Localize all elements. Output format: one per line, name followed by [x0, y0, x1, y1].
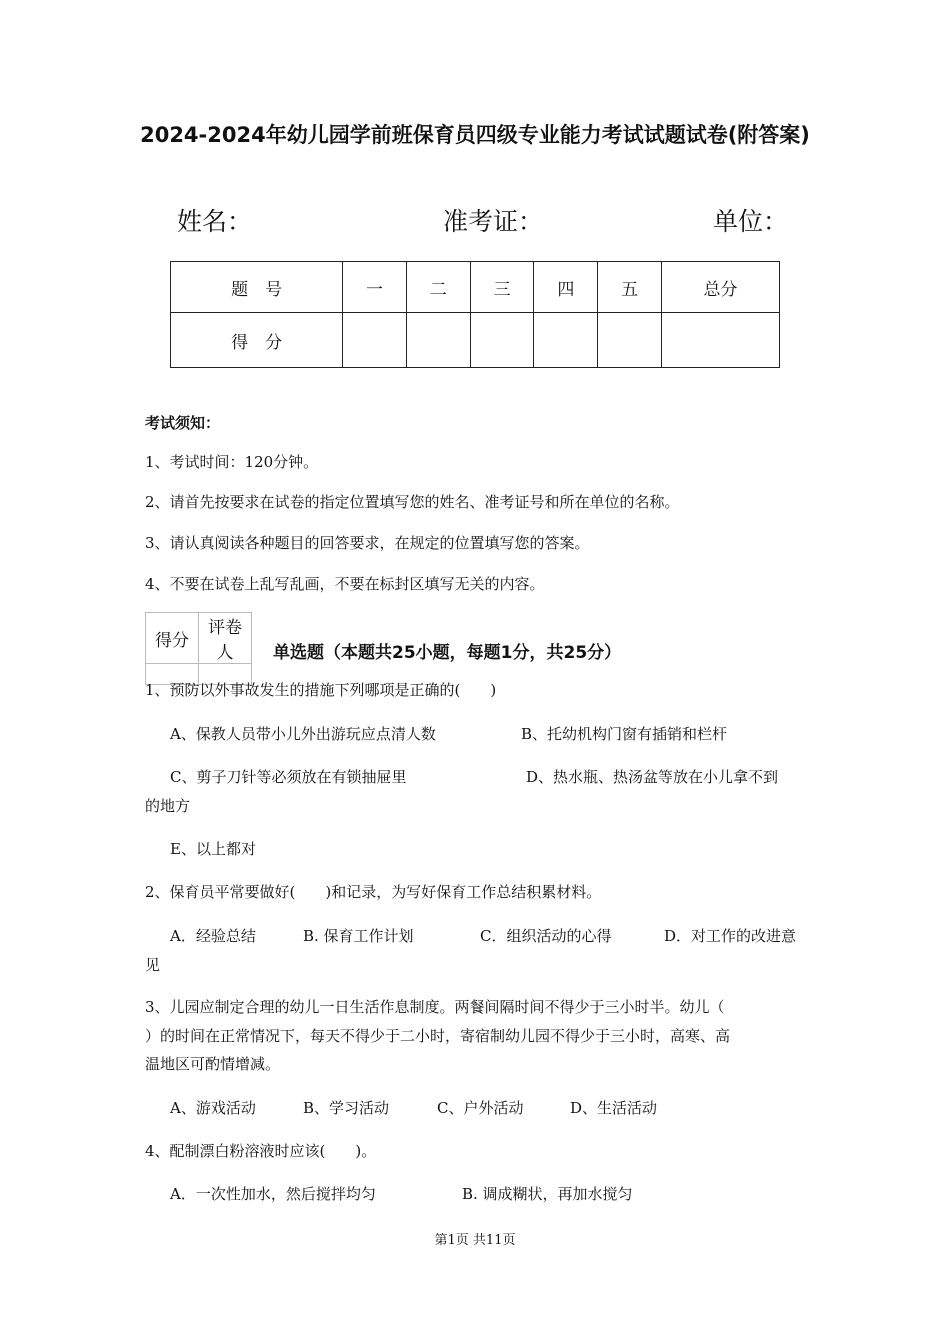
score-header-label: 题 号: [171, 262, 343, 313]
score-cell[interactable]: [662, 313, 780, 368]
option-b[interactable]: B、学习活动: [303, 1099, 390, 1117]
score-header-3: 三: [470, 262, 534, 313]
option-c[interactable]: C、户外活动: [437, 1099, 524, 1117]
grader-box: [145, 612, 252, 685]
option-b[interactable]: B、托幼机构门窗有插销和栏杆: [521, 725, 728, 743]
unit-label: 单位：: [713, 207, 789, 236]
score-cell[interactable]: [406, 313, 470, 368]
notice-item: 4、不要在试卷上乱写乱画，不要在标封区填写无关的内容。: [145, 575, 545, 593]
section-heading: 单选题（本题共25小题，每题1分，共25分）: [273, 643, 622, 663]
option-a[interactable]: A．经验总结: [170, 927, 256, 945]
question-stem: 1、预防以外事故发生的措施下列哪项是正确的( ): [145, 681, 497, 699]
option-d[interactable]: D、生活活动: [570, 1099, 658, 1117]
option-c[interactable]: C．组织活动的心得: [480, 927, 612, 945]
grader-reviewer-label: 评卷人: [199, 613, 252, 664]
notice-item: 3、请认真阅读各种题目的回答要求，在规定的位置填写您的答案。: [145, 534, 590, 552]
question-stem: 2、保育员平常要做好( )和记录，为写好保育工作总结积累材料。: [145, 883, 602, 901]
option-a[interactable]: A、游戏活动: [170, 1099, 256, 1117]
score-header-4: 四: [534, 262, 598, 313]
question-stem: 4、配制漂白粉溶液时应该( )。: [145, 1142, 377, 1160]
grader-score-label: 得分: [146, 613, 199, 664]
score-cell[interactable]: [470, 313, 534, 368]
notice-item: 2、请首先按要求在试卷的指定位置填写您的姓名、准考证号和所在单位的名称。: [145, 493, 680, 511]
score-row-label: 得 分: [171, 313, 343, 368]
score-header-5: 五: [598, 262, 662, 313]
notice-item: 1、考试时间：120分钟。: [145, 453, 319, 471]
score-cell[interactable]: [598, 313, 662, 368]
option-b[interactable]: B. 保育工作计划: [303, 927, 414, 945]
notice-heading: 考试须知：: [145, 414, 221, 432]
option-e[interactable]: E、以上都对: [170, 840, 256, 858]
option-a[interactable]: A．一次性加水，然后搅拌均匀: [170, 1185, 376, 1203]
question-stem: 3、儿园应制定合理的幼儿一日生活作息制度。两餐间隔时间不得少于三小时半。幼儿（: [145, 998, 725, 1016]
option-d-continued: 的地方: [145, 797, 191, 815]
question-stem: 温地区可酌情增减。: [145, 1055, 281, 1073]
score-header-total: 总分: [662, 262, 780, 313]
option-d[interactable]: D、热水瓶、热汤盆等放在小儿拿不到: [526, 768, 779, 786]
page-footer: 第1页 共11页: [434, 1233, 516, 1248]
score-cell[interactable]: [343, 313, 407, 368]
exam-id-label: 准考证：: [443, 207, 544, 236]
option-c[interactable]: C、剪子刀针等必须放在有锁抽屉里: [170, 768, 407, 786]
score-header-2: 二: [406, 262, 470, 313]
page-title: 2024-2024年幼儿园学前班保育员四级专业能力考试试题试卷(附答案): [140, 123, 810, 147]
score-header-1: 一: [343, 262, 407, 313]
score-table: [170, 261, 780, 368]
option-d[interactable]: D．对工作的改进意: [664, 927, 797, 945]
question-stem: ）的时间在正常情况下，每天不得少于二小时，寄宿制幼儿园不得少于三小时，高寒、高: [145, 1027, 731, 1045]
option-a[interactable]: A、保教人员带小儿外出游玩应点清人数: [170, 725, 436, 743]
option-d-continued: 见: [145, 956, 161, 974]
option-b[interactable]: B. 调成糊状，再加水搅匀: [462, 1185, 633, 1203]
name-label: 姓名：: [177, 207, 253, 236]
score-cell[interactable]: [534, 313, 598, 368]
